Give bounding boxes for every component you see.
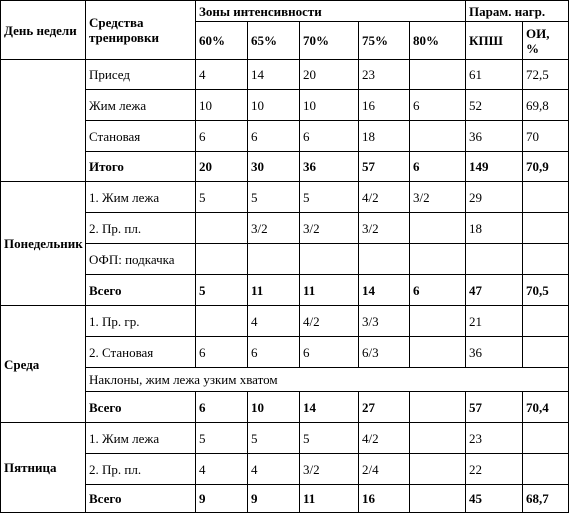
exercise-name: 1. Жим лежа [86, 182, 196, 213]
cell: 47 [466, 275, 523, 306]
cell [248, 244, 300, 275]
cell: 14 [300, 392, 359, 423]
cell: 9 [196, 485, 248, 513]
cell [196, 306, 248, 337]
cell: 72,5 [523, 60, 569, 90]
cell: 11 [248, 275, 300, 306]
header-z60: 60% [196, 22, 248, 60]
cell: 4 [248, 306, 300, 337]
table-row [1, 213, 569, 244]
header-day: День недели [1, 1, 86, 60]
day-monday: Понедельник [1, 182, 86, 306]
total-row [1, 152, 569, 182]
header-kpsh: КПШ [466, 22, 523, 60]
exercise-name: 2. Становая [86, 337, 196, 368]
header-params: Парам. нагр. [466, 1, 569, 22]
header-z80: 80% [410, 22, 466, 60]
cell: 6 [410, 275, 466, 306]
cell: 4/2 [359, 182, 410, 213]
exercise-name: Становая [86, 121, 196, 152]
day-wednesday: Среда [1, 306, 86, 423]
cell: 14 [248, 60, 300, 90]
cell [466, 244, 523, 275]
cell: 3/2 [300, 454, 359, 485]
cell: 70 [523, 121, 569, 152]
day-cell-empty [1, 60, 86, 182]
cell: 6 [248, 337, 300, 368]
cell: 11 [300, 275, 359, 306]
cell: 5 [196, 182, 248, 213]
cell: 4/2 [300, 306, 359, 337]
cell [523, 182, 569, 213]
exercise-name: ОФП: подкачка [86, 244, 196, 275]
cell [410, 213, 466, 244]
cell: 22 [466, 454, 523, 485]
cell: 20 [300, 60, 359, 90]
total-label: Всего [86, 392, 196, 423]
cell [410, 60, 466, 90]
header-oi: ОИ, % [523, 22, 569, 60]
header-z75: 75% [359, 22, 410, 60]
cell: 4/2 [359, 423, 410, 454]
exercise-name: 1. Жим лежа [86, 423, 196, 454]
table-row [1, 60, 569, 90]
cell: 70,9 [523, 152, 569, 182]
exercise-name: Присед [86, 60, 196, 90]
table-row [1, 182, 569, 213]
cell: 23 [359, 60, 410, 90]
cell: 6 [196, 337, 248, 368]
cell [410, 485, 466, 513]
cell: 11 [300, 485, 359, 513]
table-row [1, 337, 569, 368]
cell: 52 [466, 90, 523, 121]
table-row [1, 90, 569, 121]
cell: 9 [248, 485, 300, 513]
total-row [1, 485, 569, 513]
cell: 36 [300, 152, 359, 182]
cell: 3/2 [300, 213, 359, 244]
cell: 6 [300, 121, 359, 152]
header-means: Средства тренировки [86, 1, 196, 60]
cell [523, 337, 569, 368]
cell: 70,4 [523, 392, 569, 423]
cell: 20 [196, 152, 248, 182]
cell [196, 244, 248, 275]
cell [196, 213, 248, 244]
cell [523, 306, 569, 337]
cell: 3/3 [359, 306, 410, 337]
table-row [1, 454, 569, 485]
cell [523, 213, 569, 244]
cell [410, 392, 466, 423]
cell: 3/2 [248, 213, 300, 244]
total-row [1, 392, 569, 423]
cell: 4 [196, 60, 248, 90]
cell: 5 [196, 275, 248, 306]
note-row [1, 368, 569, 392]
cell: 57 [466, 392, 523, 423]
cell: 6 [300, 337, 359, 368]
cell: 4 [196, 454, 248, 485]
cell: 6 [196, 392, 248, 423]
header-z65: 65% [248, 22, 300, 60]
cell [410, 337, 466, 368]
total-label: Всего [86, 275, 196, 306]
cell: 27 [359, 392, 410, 423]
cell [523, 244, 569, 275]
header-z70: 70% [300, 22, 359, 60]
cell: 3/2 [359, 213, 410, 244]
cell: 36 [466, 337, 523, 368]
cell [523, 423, 569, 454]
cell: 18 [359, 121, 410, 152]
exercise-name: Жим лежа [86, 90, 196, 121]
cell [410, 423, 466, 454]
cell: 5 [248, 423, 300, 454]
note-cell: Наклоны, жим лежа узким хватом [86, 368, 569, 392]
cell: 14 [359, 275, 410, 306]
cell: 45 [466, 485, 523, 513]
cell: 57 [359, 152, 410, 182]
cell: 10 [248, 392, 300, 423]
cell: 6 [248, 121, 300, 152]
header-zones: Зоны интенсивности [196, 1, 466, 22]
table-row [1, 121, 569, 152]
cell [300, 244, 359, 275]
cell: 29 [466, 182, 523, 213]
cell [410, 121, 466, 152]
exercise-name: 1. Пр. гр. [86, 306, 196, 337]
cell: 16 [359, 90, 410, 121]
cell: 5 [248, 182, 300, 213]
cell: 3/2 [410, 182, 466, 213]
cell [410, 306, 466, 337]
cell: 10 [300, 90, 359, 121]
cell: 6 [410, 152, 466, 182]
day-friday: Пятница [1, 423, 86, 513]
cell: 21 [466, 306, 523, 337]
table-row [1, 244, 569, 275]
cell: 149 [466, 152, 523, 182]
cell: 10 [196, 90, 248, 121]
cell: 6 [410, 90, 466, 121]
table-row [1, 306, 569, 337]
cell: 36 [466, 121, 523, 152]
header-row-1 [1, 1, 569, 22]
cell [410, 244, 466, 275]
cell: 23 [466, 423, 523, 454]
table-row [1, 423, 569, 454]
total-label: Всего [86, 485, 196, 513]
cell [359, 244, 410, 275]
cell: 4 [248, 454, 300, 485]
cell: 68,7 [523, 485, 569, 513]
cell: 70,5 [523, 275, 569, 306]
exercise-name: 2. Пр. пл. [86, 213, 196, 244]
cell: 2/4 [359, 454, 410, 485]
cell: 18 [466, 213, 523, 244]
cell: 30 [248, 152, 300, 182]
cell: 6/3 [359, 337, 410, 368]
cell: 5 [196, 423, 248, 454]
cell [523, 454, 569, 485]
total-row [1, 275, 569, 306]
cell: 16 [359, 485, 410, 513]
cell: 5 [300, 423, 359, 454]
exercise-name: 2. Пр. пл. [86, 454, 196, 485]
cell: 61 [466, 60, 523, 90]
cell [410, 454, 466, 485]
cell: 5 [300, 182, 359, 213]
cell: 69,8 [523, 90, 569, 121]
cell: 10 [248, 90, 300, 121]
total-label: Итого [86, 152, 196, 182]
cell: 6 [196, 121, 248, 152]
